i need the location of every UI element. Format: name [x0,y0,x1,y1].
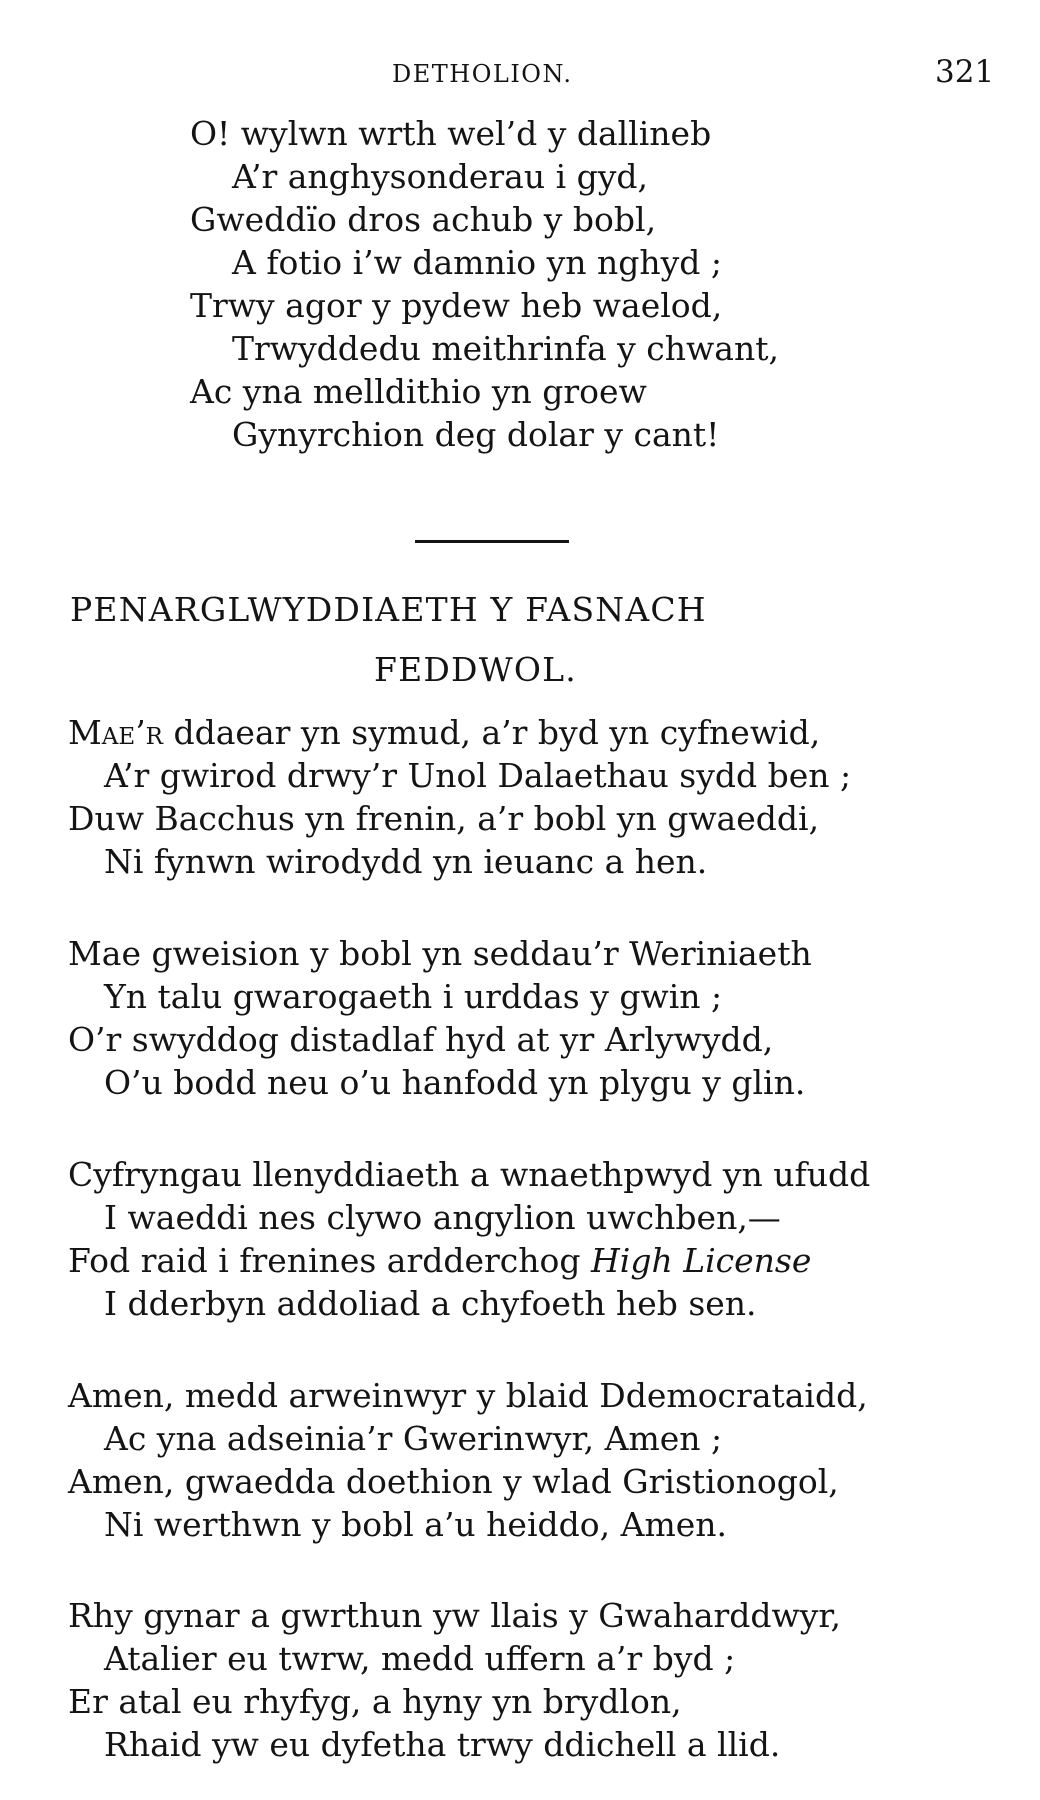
verse-line: Trwy agor y pydew heb waelod, [190,286,723,325]
verse-line: Trwyddedu meithrinfa y chwant, [232,329,779,368]
verse-line: O’u bodd neu o’u hanfodd yn plygu y glin. [104,1063,806,1102]
verse-line: Yn talu gwarogaeth i urddas y gwin ; [104,977,723,1016]
verse-line: Amen, gwaedda doethion y wlad Gristionogol, [68,1462,839,1501]
italic-phrase: High License [591,1241,812,1280]
verse-line: Ni werthwn y bobl a’u heiddo, Amen. [104,1505,728,1544]
verse-line-start: Fod raid i frenines ardderchog [68,1241,591,1280]
verse-line: A’r gwirod drwy’r Unol Dalaethau sydd ben ; [104,756,852,795]
verse-line: Gweddïo dros achub y bobl, [190,200,657,239]
section-divider [415,540,569,543]
section-title [0,580,1040,700]
verse-line [0,711,1040,754]
verse-line: O! wylwn wrth wel’d y dallineb [190,114,712,153]
verse-line: Duw Bacchus yn frenin, a’r bobl yn gwaeddi, [68,799,820,838]
verse-line: Ni fynwn wirodydd yn ieuanc a hen. [104,842,708,881]
verse-line: Er atal eu rhyfyg, a hyny yn brydlon, [68,1682,682,1721]
poem-stanza-3 [0,1153,1040,1325]
verse-line: Ac yna adseinia’r Gwerinwyr, Amen ; [104,1419,723,1458]
section-title-line: FEDDWOL. [374,650,577,689]
verse-line: Rhaid yw eu dyfetha trwy ddichell a llid. [104,1725,781,1764]
verse-line: Amen, medd arweinwyr y blaid Ddemocrataidd, [68,1376,868,1415]
poem-stanza-1 [0,711,1040,883]
intro-stanza [0,112,1040,456]
verse-line: A fotio i’w damnio yn nghyd ; [232,243,723,282]
opening-word: Mae’r [68,713,163,752]
poem-stanza-4 [0,1374,1040,1546]
verse-line: I dderbyn addoliad a chyfoeth heb sen. [104,1284,757,1323]
section-title-line: PENARGLWYDDIAETH Y FASNACH [70,590,707,629]
verse-line: A’r anghysonderau i gyd, [232,157,649,196]
verse-line [0,1239,1040,1282]
verse-line: O’r swyddog distadlaf hyd at yr Arlywydd, [68,1020,774,1059]
poem-stanza-2 [0,932,1040,1104]
poem-stanza-5 [0,1594,1040,1766]
verse-line: Gynyrchion deg dolar y cant! [232,415,720,454]
verse-line-rest: ddaear yn symud, a’r byd yn cyfnewid, [163,713,821,752]
verse-line: Atalier eu twrw, medd uffern a’r byd ; [104,1639,736,1678]
verse-line: I waeddi nes clywo angylion uwchben,— [104,1198,781,1237]
verse-line: Ac yna melldithio yn groew [190,372,647,411]
running-head [0,54,1040,94]
verse-line: Cyfryngau llenyddiaeth a wnaethpwyd yn ufudd [68,1155,871,1194]
page-number: 321 [935,54,995,90]
verse-line: Rhy gynar a gwrthun yw llais y Gwaharddwyr, [68,1596,842,1635]
running-title: DETHOLION. [392,60,573,88]
verse-line: Mae gweision y bobl yn seddau’r Weriniaeth [68,934,812,973]
